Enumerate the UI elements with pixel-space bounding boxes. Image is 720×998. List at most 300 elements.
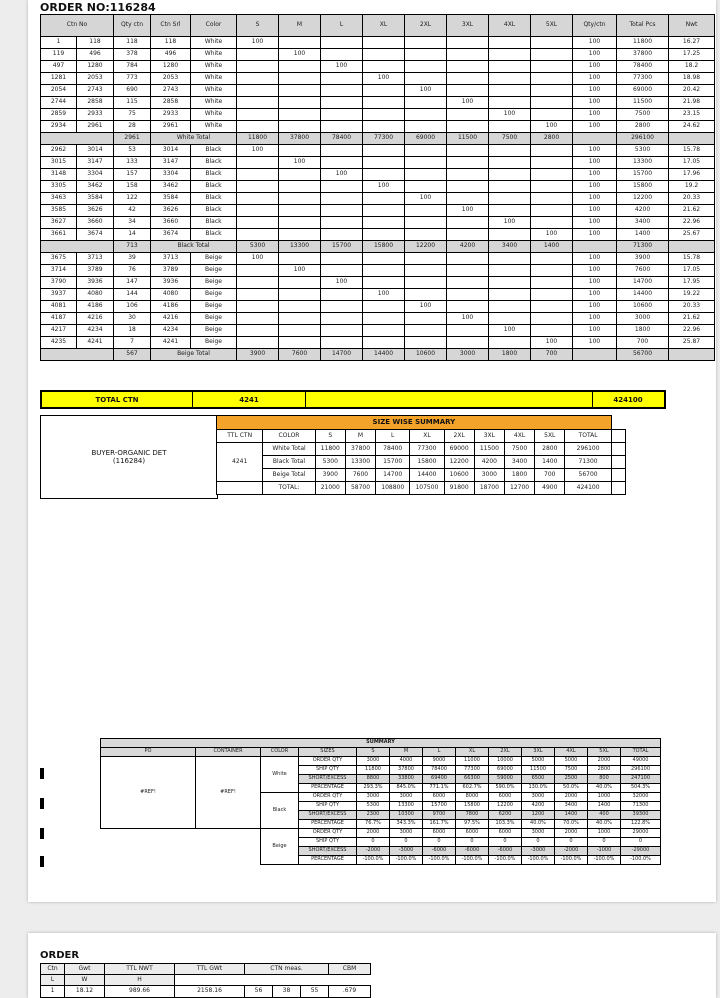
table-row bbox=[41, 289, 715, 301]
cell bbox=[363, 253, 405, 265]
cell: 11500 bbox=[474, 443, 504, 456]
cell: 100 bbox=[321, 61, 363, 73]
cell: 12200 bbox=[489, 802, 522, 811]
summary-title bbox=[101, 739, 661, 748]
cell: -6000 bbox=[423, 847, 456, 856]
table-row bbox=[41, 49, 715, 61]
cell bbox=[489, 265, 531, 277]
table-row bbox=[41, 85, 715, 97]
cell: 496 bbox=[77, 49, 114, 61]
cell: 1 bbox=[41, 37, 77, 49]
table-row bbox=[41, 37, 715, 49]
cell: 4216 bbox=[77, 313, 114, 325]
cell: 100 bbox=[489, 217, 531, 229]
cell bbox=[489, 337, 531, 349]
cell: 1800 bbox=[617, 325, 669, 337]
cell: Color bbox=[191, 15, 237, 37]
size-summary-rows bbox=[217, 443, 626, 495]
cell bbox=[447, 337, 489, 349]
cell: 2000 bbox=[555, 829, 588, 838]
cell: 158 bbox=[114, 181, 151, 193]
cell: -100.0% bbox=[522, 856, 555, 865]
cell bbox=[363, 325, 405, 337]
table-row bbox=[217, 416, 626, 430]
cell: 3014 bbox=[77, 145, 114, 157]
cell: PERCENTAGE bbox=[299, 784, 357, 793]
cell: ORDER QTY bbox=[299, 793, 357, 802]
cell: 2962 bbox=[41, 145, 77, 157]
cell: 20.33 bbox=[669, 193, 715, 205]
cell: 2XL bbox=[405, 15, 447, 37]
cell: 11800 bbox=[315, 443, 345, 456]
cell: 2961 bbox=[114, 133, 151, 145]
cell: 100 bbox=[363, 73, 405, 85]
cell: 16.27 bbox=[669, 37, 715, 49]
cell bbox=[405, 313, 447, 325]
cell: 78400 bbox=[423, 766, 456, 775]
cell: 2743 bbox=[77, 85, 114, 97]
cell: 71300 bbox=[621, 802, 661, 811]
cell bbox=[405, 157, 447, 169]
summary-header bbox=[101, 748, 661, 757]
cell bbox=[279, 337, 321, 349]
table-row bbox=[41, 157, 715, 169]
cell: COLOR bbox=[261, 748, 299, 757]
buyer-name: BUYER-ORGANIC DET bbox=[91, 449, 167, 457]
cell bbox=[321, 313, 363, 325]
cell bbox=[447, 49, 489, 61]
cell: 3304 bbox=[77, 169, 114, 181]
cell: 100 bbox=[447, 205, 489, 217]
cell: 2XL bbox=[489, 748, 522, 757]
cell: 2961 bbox=[151, 121, 191, 133]
cell: 14700 bbox=[321, 349, 363, 361]
cell bbox=[321, 229, 363, 241]
cell: TOTAL: bbox=[263, 482, 315, 495]
cell: 21000 bbox=[315, 482, 345, 495]
cell: 3789 bbox=[77, 265, 114, 277]
cell: 14 bbox=[114, 229, 151, 241]
cell: 4234 bbox=[151, 325, 191, 337]
cell bbox=[363, 277, 405, 289]
cell: 713 bbox=[114, 241, 151, 253]
cell: 76.7% bbox=[357, 820, 390, 829]
grand-total-pcs: 424100 bbox=[613, 395, 643, 404]
table-row bbox=[41, 349, 715, 361]
cell: 2053 bbox=[77, 73, 114, 85]
cell bbox=[447, 157, 489, 169]
cell: 24.62 bbox=[669, 121, 715, 133]
cell bbox=[363, 337, 405, 349]
cell: 56700 bbox=[617, 349, 669, 361]
cell: 4200 bbox=[474, 456, 504, 469]
cell: 100 bbox=[573, 277, 617, 289]
cell: L bbox=[423, 748, 456, 757]
cell bbox=[363, 313, 405, 325]
cell bbox=[321, 325, 363, 337]
cell bbox=[531, 169, 573, 181]
cell bbox=[363, 97, 405, 109]
cell bbox=[405, 253, 447, 265]
cell: Beige bbox=[191, 301, 237, 313]
spreadsheet-page-2 bbox=[28, 933, 716, 998]
cell: Ctn bbox=[41, 964, 65, 975]
cell: 78400 bbox=[321, 133, 363, 145]
buyer-label-box bbox=[40, 415, 218, 499]
cell: 3304 bbox=[151, 169, 191, 181]
cell: 11000 bbox=[456, 757, 489, 766]
cell: 17.05 bbox=[669, 157, 715, 169]
cell: 2859 bbox=[41, 109, 77, 121]
cell: 6000 bbox=[489, 829, 522, 838]
order-section-title: ORDER bbox=[40, 950, 80, 961]
cell: -1000 bbox=[588, 847, 621, 856]
cell bbox=[489, 229, 531, 241]
cell bbox=[363, 85, 405, 97]
cell bbox=[405, 169, 447, 181]
cell: #REF! bbox=[196, 757, 261, 829]
cell bbox=[363, 193, 405, 205]
cell bbox=[531, 145, 573, 157]
cell bbox=[237, 313, 279, 325]
table-row bbox=[41, 73, 715, 85]
cell: 100 bbox=[573, 145, 617, 157]
cell: 2158.16 bbox=[175, 986, 245, 998]
cell: 3675 bbox=[41, 253, 77, 265]
cell: 15800 bbox=[410, 456, 444, 469]
cell: 37800 bbox=[390, 766, 423, 775]
cell: 5XL bbox=[535, 430, 565, 443]
cell: 3584 bbox=[77, 193, 114, 205]
cell: White bbox=[191, 73, 237, 85]
table-row bbox=[41, 121, 715, 133]
cell: 504.3% bbox=[621, 784, 661, 793]
cell: 784 bbox=[114, 61, 151, 73]
cell: 3626 bbox=[151, 205, 191, 217]
carton-measure-table bbox=[40, 963, 371, 998]
cell: 1400 bbox=[588, 802, 621, 811]
cell bbox=[237, 73, 279, 85]
cell bbox=[321, 145, 363, 157]
cell: 1400 bbox=[555, 811, 588, 820]
cell bbox=[447, 169, 489, 181]
cell: 2744 bbox=[41, 97, 77, 109]
cell: Beige bbox=[191, 277, 237, 289]
cell bbox=[279, 73, 321, 85]
cell bbox=[279, 145, 321, 157]
cell: 13300 bbox=[345, 456, 375, 469]
cell: 6000 bbox=[489, 793, 522, 802]
cell: Black bbox=[191, 169, 237, 181]
cell: 10600 bbox=[444, 469, 474, 482]
cell: 3714 bbox=[41, 265, 77, 277]
cell: 40.0% bbox=[588, 784, 621, 793]
cell: 100 bbox=[405, 85, 447, 97]
cell: 12200 bbox=[405, 241, 447, 253]
cell: 3000 bbox=[447, 349, 489, 361]
cell: 5300 bbox=[357, 802, 390, 811]
table-row bbox=[41, 325, 715, 337]
cell: TTL NWT bbox=[105, 964, 175, 975]
cell: 23.15 bbox=[669, 109, 715, 121]
cell: 13300 bbox=[279, 241, 321, 253]
cell: 39 bbox=[114, 253, 151, 265]
cell: SIZES bbox=[299, 748, 357, 757]
cell: 100 bbox=[573, 157, 617, 169]
cell: 3147 bbox=[77, 157, 114, 169]
cell: 58700 bbox=[345, 482, 375, 495]
cell: 100 bbox=[573, 289, 617, 301]
cell: 100 bbox=[405, 301, 447, 313]
cell: 3000 bbox=[617, 313, 669, 325]
cell: 1000 bbox=[588, 829, 621, 838]
cell: 989.66 bbox=[105, 986, 175, 998]
cell: 17.05 bbox=[669, 265, 715, 277]
cell: 4235 bbox=[41, 337, 77, 349]
table-row bbox=[101, 739, 661, 748]
cell: 147 bbox=[114, 277, 151, 289]
cell: White bbox=[191, 121, 237, 133]
cell: 12200 bbox=[617, 193, 669, 205]
cell bbox=[321, 157, 363, 169]
cell bbox=[237, 217, 279, 229]
cell: 14400 bbox=[363, 349, 405, 361]
cell bbox=[489, 121, 531, 133]
cell bbox=[489, 169, 531, 181]
cell: 100 bbox=[573, 313, 617, 325]
cell bbox=[611, 443, 625, 456]
table-row bbox=[41, 975, 371, 986]
cell bbox=[531, 37, 573, 49]
cell bbox=[447, 193, 489, 205]
cell: 3147 bbox=[151, 157, 191, 169]
cell bbox=[531, 217, 573, 229]
cell: 40.0% bbox=[588, 820, 621, 829]
black-total-row bbox=[41, 241, 715, 253]
grand-total-row bbox=[40, 390, 666, 409]
cell: 845.0% bbox=[390, 784, 423, 793]
cell: 0 bbox=[522, 838, 555, 847]
cell: 2800 bbox=[617, 121, 669, 133]
cell bbox=[531, 277, 573, 289]
cell: White Total bbox=[263, 443, 315, 456]
cell: 3584 bbox=[151, 193, 191, 205]
cell: 0 bbox=[489, 838, 522, 847]
cell: 4900 bbox=[535, 482, 565, 495]
cell: M bbox=[345, 430, 375, 443]
table-row bbox=[41, 133, 715, 145]
cell bbox=[279, 193, 321, 205]
cell: 10600 bbox=[617, 301, 669, 313]
cell bbox=[573, 241, 617, 253]
cell bbox=[237, 109, 279, 121]
cell: 0 bbox=[390, 838, 423, 847]
cell: Beige bbox=[191, 265, 237, 277]
cell: 3305 bbox=[41, 181, 77, 193]
cell: 3462 bbox=[77, 181, 114, 193]
cell: 2500 bbox=[555, 775, 588, 784]
cell: 100 bbox=[363, 289, 405, 301]
cell bbox=[237, 337, 279, 349]
size-summary-header bbox=[217, 430, 626, 443]
cell: Beige bbox=[191, 313, 237, 325]
cell: 11800 bbox=[237, 133, 279, 145]
cell: 100 bbox=[237, 253, 279, 265]
cell: 4081 bbox=[41, 301, 77, 313]
table-row bbox=[41, 217, 715, 229]
cell bbox=[489, 289, 531, 301]
cell: White bbox=[191, 85, 237, 97]
cell: 1 bbox=[41, 986, 65, 998]
cell: -100.0% bbox=[456, 856, 489, 865]
cell: 15700 bbox=[617, 169, 669, 181]
cell: 11800 bbox=[357, 766, 390, 775]
cell bbox=[321, 109, 363, 121]
cell: 75 bbox=[114, 109, 151, 121]
cell bbox=[447, 37, 489, 49]
cell bbox=[321, 193, 363, 205]
cell: 100 bbox=[573, 37, 617, 49]
cell: 5300 bbox=[315, 456, 345, 469]
cell bbox=[611, 456, 625, 469]
cell: 100 bbox=[573, 205, 617, 217]
cell: 100 bbox=[489, 109, 531, 121]
cell: Beige bbox=[191, 325, 237, 337]
cell: 106 bbox=[114, 301, 151, 313]
order-no-title: ORDER NO:116284 bbox=[40, 1, 156, 14]
order-table-rows bbox=[41, 986, 371, 998]
cell: PERCENTAGE bbox=[299, 820, 357, 829]
cell: 103.3% bbox=[489, 820, 522, 829]
cell bbox=[237, 193, 279, 205]
cell bbox=[321, 205, 363, 217]
cell: 21.62 bbox=[669, 313, 715, 325]
cell: Qty ctn bbox=[114, 15, 151, 37]
cell: 42 bbox=[114, 205, 151, 217]
cell: 20.42 bbox=[669, 85, 715, 97]
cell bbox=[447, 217, 489, 229]
white-rows bbox=[41, 37, 715, 133]
cell: 4186 bbox=[151, 301, 191, 313]
cell: -100.0% bbox=[390, 856, 423, 865]
grand-total-ctn: 4241 bbox=[193, 392, 306, 407]
cell: 6200 bbox=[489, 811, 522, 820]
order-table-header-1 bbox=[41, 964, 371, 975]
cell bbox=[237, 277, 279, 289]
cell: 7600 bbox=[279, 349, 321, 361]
cell: 0 bbox=[621, 838, 661, 847]
cell: M bbox=[390, 748, 423, 757]
cell bbox=[611, 430, 625, 443]
cell: 3660 bbox=[151, 217, 191, 229]
table-row bbox=[41, 205, 715, 217]
cell: 7500 bbox=[504, 443, 534, 456]
cell: 2800 bbox=[535, 443, 565, 456]
cell: ORDER QTY bbox=[299, 757, 357, 766]
cell bbox=[279, 109, 321, 121]
cell: Black bbox=[191, 145, 237, 157]
cell: SHIP QTY bbox=[299, 838, 357, 847]
cell: 3627 bbox=[41, 217, 77, 229]
cell: 3000 bbox=[357, 757, 390, 766]
cell: 3014 bbox=[151, 145, 191, 157]
cell: 17.96 bbox=[669, 169, 715, 181]
cell: White bbox=[191, 49, 237, 61]
cell bbox=[363, 169, 405, 181]
cell: 1200 bbox=[522, 811, 555, 820]
buyer-order-no: (116284) bbox=[112, 457, 146, 465]
cell: 22.96 bbox=[669, 325, 715, 337]
cell: Black bbox=[191, 229, 237, 241]
cell bbox=[669, 241, 715, 253]
cell: SIZE WISE SUMMARY bbox=[217, 416, 612, 430]
cell bbox=[321, 181, 363, 193]
cell bbox=[363, 229, 405, 241]
cell: 100 bbox=[573, 337, 617, 349]
cell: 3000 bbox=[390, 829, 423, 838]
margin-tick bbox=[40, 828, 44, 839]
cell: Total Pcs bbox=[617, 15, 669, 37]
cell: 37800 bbox=[617, 49, 669, 61]
cell: 3789 bbox=[151, 265, 191, 277]
cell: 1281 bbox=[41, 73, 77, 85]
cell: 100 bbox=[321, 277, 363, 289]
cell: 100 bbox=[237, 37, 279, 49]
cell: -100.0% bbox=[588, 856, 621, 865]
cell: Beige bbox=[261, 829, 299, 865]
cell: 76 bbox=[114, 265, 151, 277]
table-row bbox=[41, 229, 715, 241]
cell: Black bbox=[261, 793, 299, 829]
cell: 4217 bbox=[41, 325, 77, 337]
cell bbox=[531, 85, 573, 97]
margin-tick bbox=[40, 798, 44, 809]
cell: -3000 bbox=[522, 847, 555, 856]
cell: SHORT/EXCESS bbox=[299, 847, 357, 856]
cell: 4080 bbox=[77, 289, 114, 301]
cell: 6000 bbox=[423, 829, 456, 838]
cell bbox=[237, 49, 279, 61]
cell: 17.25 bbox=[669, 49, 715, 61]
cell: 700 bbox=[535, 469, 565, 482]
cell: 28 bbox=[114, 121, 151, 133]
margin-tick bbox=[40, 856, 44, 867]
cell: 100 bbox=[489, 325, 531, 337]
cell bbox=[447, 301, 489, 313]
cell: 100 bbox=[573, 229, 617, 241]
cell: 496 bbox=[151, 49, 191, 61]
cell bbox=[363, 121, 405, 133]
cell: 3463 bbox=[41, 193, 77, 205]
cell: 7600 bbox=[617, 265, 669, 277]
cell: 4000 bbox=[390, 757, 423, 766]
cell: Black bbox=[191, 193, 237, 205]
cell bbox=[489, 277, 531, 289]
cell bbox=[405, 265, 447, 277]
cell bbox=[279, 181, 321, 193]
cell: 25.67 bbox=[669, 229, 715, 241]
cell: 107500 bbox=[410, 482, 444, 495]
table-row bbox=[41, 61, 715, 73]
cell bbox=[237, 97, 279, 109]
cell: 296100 bbox=[617, 133, 669, 145]
cell: 71300 bbox=[617, 241, 669, 253]
cell: 3400 bbox=[555, 802, 588, 811]
cell: 5XL bbox=[531, 15, 573, 37]
beige-total-row bbox=[41, 349, 715, 361]
cell bbox=[447, 85, 489, 97]
cell bbox=[447, 289, 489, 301]
